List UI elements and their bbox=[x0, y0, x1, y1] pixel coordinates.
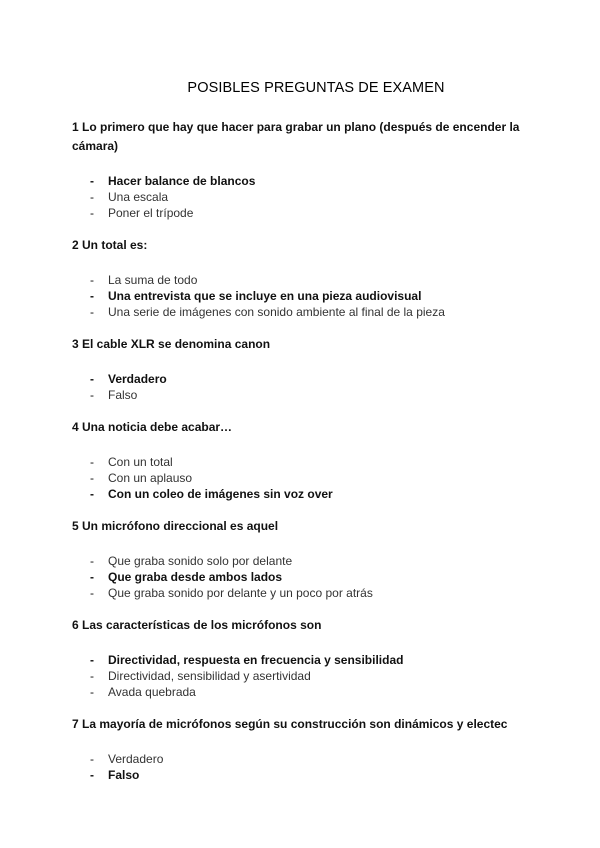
list-dash: - bbox=[90, 455, 94, 469]
answer-text: Una entrevista que se incluye en una pieza audiovisual bbox=[108, 289, 422, 303]
answer-text: Una escala bbox=[108, 190, 169, 204]
answer-option bbox=[72, 189, 542, 205]
answer-text: Verdadero bbox=[108, 752, 164, 766]
list-dash: - bbox=[90, 669, 94, 683]
answer-list bbox=[72, 173, 542, 221]
list-dash: - bbox=[90, 685, 94, 699]
list-dash: - bbox=[90, 768, 94, 782]
answer-text: Hacer balance de blancos bbox=[108, 174, 256, 188]
answer-text: Con un aplauso bbox=[108, 471, 193, 485]
answer-option-correct bbox=[72, 288, 542, 304]
list-dash: - bbox=[90, 206, 94, 220]
answer-option-correct bbox=[72, 173, 542, 189]
answer-list bbox=[72, 454, 542, 502]
question-text: 5 Un micrófono direccional es aquel bbox=[72, 519, 279, 533]
answer-option-correct bbox=[72, 569, 542, 585]
question-text: 7 La mayoría de micrófonos según su construcción son dinámicos y electec bbox=[72, 717, 508, 731]
answer-option-correct bbox=[72, 652, 542, 668]
answer-text: Falso bbox=[108, 768, 140, 782]
answer-text: Que graba sonido por delante y un poco por atrás bbox=[108, 586, 373, 600]
answer-option-correct bbox=[72, 371, 542, 387]
question-block bbox=[72, 715, 542, 783]
list-dash: - bbox=[90, 190, 94, 204]
question-text: 4 Una noticia debe acabar… bbox=[72, 420, 233, 434]
answer-text: Verdadero bbox=[108, 372, 167, 386]
question-text: 6 Las características de los micrófonos son bbox=[72, 618, 322, 632]
answer-option-correct bbox=[72, 486, 542, 502]
question-block bbox=[72, 236, 542, 320]
question-block bbox=[72, 335, 542, 403]
answer-text: Que graba desde ambos lados bbox=[108, 570, 283, 584]
answer-option bbox=[72, 553, 542, 569]
answer-list bbox=[72, 652, 542, 700]
question-block bbox=[72, 616, 542, 700]
answer-list bbox=[72, 751, 542, 783]
answer-text: Directividad, sensibilidad y asertividad bbox=[108, 669, 311, 683]
answer-option bbox=[72, 272, 542, 288]
answer-option bbox=[72, 668, 542, 684]
list-dash: - bbox=[90, 586, 94, 600]
list-dash: - bbox=[90, 372, 94, 386]
answer-list bbox=[72, 553, 542, 601]
document-page bbox=[72, 78, 542, 798]
answer-text: Con un coleo de imágenes sin voz over bbox=[108, 487, 333, 501]
answer-option bbox=[72, 751, 542, 767]
answer-text: La suma de todo bbox=[108, 273, 198, 287]
list-dash: - bbox=[90, 273, 94, 287]
list-dash: - bbox=[90, 554, 94, 568]
answer-option bbox=[72, 454, 542, 470]
question-block bbox=[72, 517, 542, 601]
question-text: 3 El cable XLR se denomina canon bbox=[72, 337, 271, 351]
answer-text: Directividad, respuesta en frecuencia y sensibilidad bbox=[108, 653, 404, 667]
list-dash: - bbox=[90, 289, 94, 303]
list-dash: - bbox=[90, 471, 94, 485]
answer-option bbox=[72, 470, 542, 486]
answer-option-correct bbox=[72, 767, 542, 783]
answer-list bbox=[72, 272, 542, 320]
question-text: 2 Un total es: bbox=[72, 238, 148, 252]
answer-text: Una serie de imágenes con sonido ambiente al final de la pieza bbox=[108, 305, 445, 319]
list-dash: - bbox=[90, 653, 94, 667]
list-dash: - bbox=[90, 388, 94, 402]
answer-text: Poner el trípode bbox=[108, 206, 194, 220]
answer-option bbox=[72, 205, 542, 221]
answer-option bbox=[72, 304, 542, 320]
answer-text: Con un total bbox=[108, 455, 173, 469]
list-dash: - bbox=[90, 174, 94, 188]
answer-text: Que graba sonido solo por delante bbox=[108, 554, 293, 568]
list-dash: - bbox=[90, 487, 94, 501]
list-dash: - bbox=[90, 305, 94, 319]
question-block bbox=[72, 418, 542, 502]
answer-option bbox=[72, 585, 542, 601]
list-dash: - bbox=[90, 752, 94, 766]
answer-text: Falso bbox=[108, 388, 138, 402]
question-text: 1 Lo primero que hay que hacer para grabar un plano (después de encender la cámara) bbox=[72, 120, 520, 153]
question-block bbox=[72, 118, 542, 221]
answer-text: Avada quebrada bbox=[108, 685, 196, 699]
question-list bbox=[72, 118, 542, 783]
page-title: POSIBLES PREGUNTAS DE EXAMEN bbox=[187, 80, 445, 96]
list-dash: - bbox=[90, 570, 94, 584]
answer-option bbox=[72, 684, 542, 700]
answer-list bbox=[72, 371, 542, 403]
answer-option bbox=[72, 387, 542, 403]
